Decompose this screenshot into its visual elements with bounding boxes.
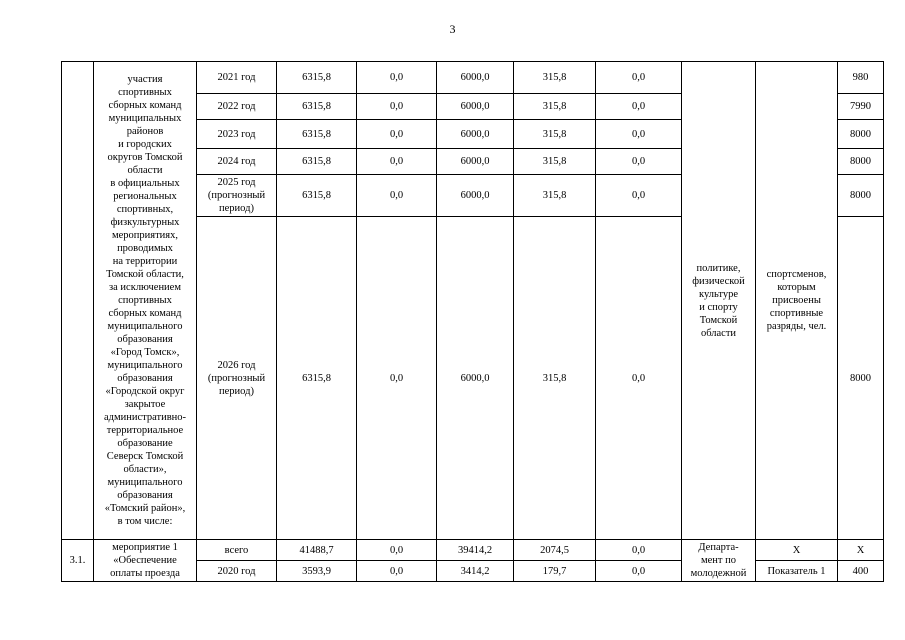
indicator-value-cell: 7990 [838,94,884,120]
regional-cell: 6000,0 [437,120,514,149]
regional-cell: 6000,0 [437,62,514,94]
row-number-cell [62,62,94,540]
indicator-value-cell: 980 [838,62,884,94]
local-cell: 315,8 [514,175,596,217]
year-cell: всего [197,540,277,561]
federal-cell: 0,0 [357,149,437,175]
indicator-cell: спортсменов, которым присвоены спортивные разряды, чел. [756,62,838,540]
other-cell: 0,0 [596,94,682,120]
other-cell: 0,0 [596,561,682,582]
total-cell: 6315,8 [277,217,357,540]
local-cell: 315,8 [514,120,596,149]
other-cell: 0,0 [596,175,682,217]
other-cell: 0,0 [596,217,682,540]
page-number: 3 [449,22,456,36]
federal-cell: 0,0 [357,62,437,94]
total-cell: 3593,9 [277,561,357,582]
federal-cell: 0,0 [357,217,437,540]
measure-description: мероприятие 1 «Обеспечение оплаты проезда [94,540,197,582]
year-cell: 2020 год [197,561,277,582]
total-cell: 6315,8 [277,175,357,217]
federal-cell: 0,0 [357,540,437,561]
year-cell: 2024 год [197,149,277,175]
federal-cell: 0,0 [357,94,437,120]
local-cell: 2074,5 [514,540,596,561]
indicator-value-cell: 8000 [838,217,884,540]
total-cell: 6315,8 [277,120,357,149]
indicator-cell: X [756,540,838,561]
federal-cell: 0,0 [357,175,437,217]
executor-cell: политике, физической культуре и спорту Томской области [682,62,756,540]
table-row [62,62,884,94]
total-cell: 6315,8 [277,62,357,94]
local-cell: 315,8 [514,62,596,94]
measure-description: участия спортивных сборных команд муниципальных районов и городских округов Томской области в официальных региональных спортивных, физкультурных мероприятиях, проводимых на территории Томской области, за исключением спортивных сборных команд муниципального образования «Город Томск», муниципального образования «Городской округ закрытое административно- территориальное образование Северск Томской области», муниципального образования «Томский район», в том числе: [94,62,197,540]
local-cell: 179,7 [514,561,596,582]
year-cell: 2021 год [197,62,277,94]
other-cell: 0,0 [596,120,682,149]
year-cell: 2025 год (прогнозный период) [197,175,277,217]
total-cell: 6315,8 [277,94,357,120]
indicator-value-cell: 8000 [838,175,884,217]
local-cell: 315,8 [514,217,596,540]
regional-cell: 3414,2 [437,561,514,582]
year-cell: 2022 год [197,94,277,120]
local-cell: 315,8 [514,94,596,120]
federal-cell: 0,0 [357,561,437,582]
year-cell: 2026 год (прогнозный период) [197,217,277,540]
indicator-value-cell: X [838,540,884,561]
regional-cell: 39414,2 [437,540,514,561]
row-number-cell: 3.1. [62,540,94,582]
program-table [61,61,884,582]
executor-cell: Департа- мент по молодежной [682,540,756,582]
total-cell: 6315,8 [277,149,357,175]
indicator-value-cell: 8000 [838,120,884,149]
local-cell: 315,8 [514,149,596,175]
regional-cell: 6000,0 [437,149,514,175]
year-cell: 2023 год [197,120,277,149]
other-cell: 0,0 [596,540,682,561]
regional-cell: 6000,0 [437,175,514,217]
indicator-value-cell: 8000 [838,149,884,175]
other-cell: 0,0 [596,62,682,94]
indicator-cell: Показатель 1 [756,561,838,582]
indicator-value-cell: 400 [838,561,884,582]
total-cell: 41488,7 [277,540,357,561]
regional-cell: 6000,0 [437,94,514,120]
regional-cell: 6000,0 [437,217,514,540]
federal-cell: 0,0 [357,120,437,149]
table-row [62,540,884,561]
other-cell: 0,0 [596,149,682,175]
